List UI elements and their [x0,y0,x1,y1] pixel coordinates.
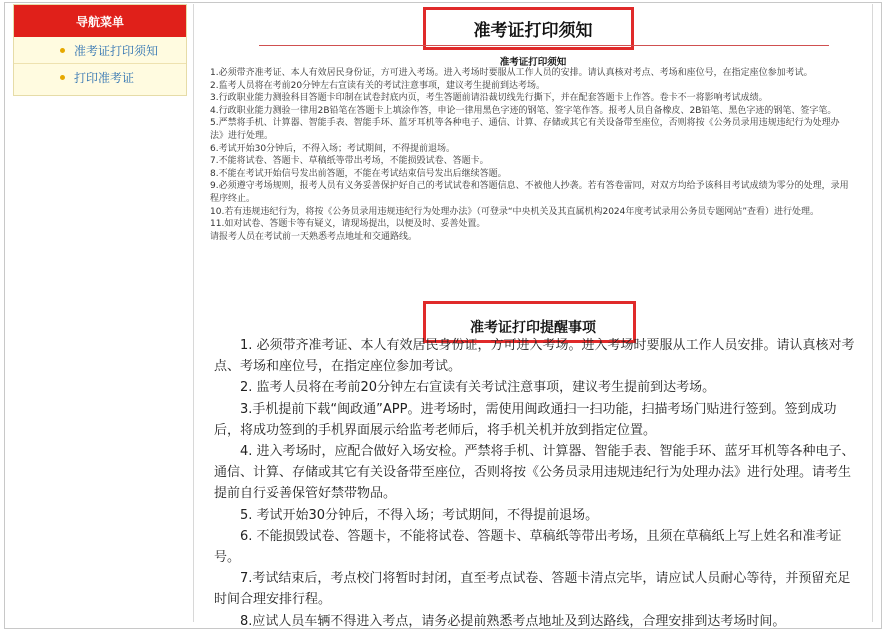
reminder-item: 1. 必须带齐准考证、本人有效居民身份证，方可进入考场。进入考场时要服从工作人员安排。请认真核对考点、考场和座位号，在指定座位参加考试。 [214,338,855,375]
reminder-item: 3.手机提前下载“闽政通”APP。进考场时，需使用闽政通扫一扫功能，扫描考场门贴进行签到。签到成功后，将成功签到的手机界面展示给监考老师后，将手机关机并放到指定位置。 [214,401,837,438]
notice-item: 3.行政职业能力测验科目答题卡印制在试卷封底内页，考生答题前请沿裁切线先行撕下，并在配套答题卡上作答。卷卡不一将影响考试成绩。 [210,93,768,104]
notice-item: 7.不能将试卷、答题卡、草稿纸等带出考场，不能损毁试卷、答题卡。 [210,156,489,167]
notice-list [210,67,852,243]
reminder-item: 8.应试人员车辆不得进入考点，请务必提前熟悉考点地址及到达路线，合理安排到达考场时间。 [240,613,786,629]
notice-item: 8.不能在考试开始信号发出前答题，不能在考试结束信号发出后继续答题。 [210,168,507,179]
bullet-icon [60,75,65,80]
notice-item: 6.考试开始30分钟后，不得入场；考试期间，不得提前退场。 [210,143,456,154]
reminder-item: 5. 考试开始30分钟后，不得入场；考试期间，不得提前退场。 [240,507,599,523]
reminder-item: 6. 不能损毁试卷、答题卡，不能将试卷、答题卡、草稿纸等带出考场，且须在草稿纸上写上姓名和准考证号。 [214,528,842,566]
reminder-item: 7.考试结束后，考点校门将暂时封闭，直至考点试卷、答题卡清点完毕，请应试人员耐心等待，并预留充足时间合理安排行程。 [214,571,851,608]
sidebar-item-label: 打印准考证 [74,71,135,85]
main-content [193,4,873,629]
notice-item: 9.必须遵守考场规则，报考人员有义务妥善保护好自己的考试试卷和答题信息、不被他人抄袭。若有答卷雷同，对双方均给予该科目考试成绩为零分的处理，录用程序终止。 [210,181,849,204]
notice-item: 4.行政职业能力测验一律用2B铅笔在答题卡上填涂作答，申论一律用黑色字迹的钢笔、签字笔作答。报考人员自备橡皮、2B铅笔、黑色字迹的钢笔、签字笔。 [210,105,837,116]
notice-item: 11.如对试卷、答题卡等有疑义，请现场提出，以便及时、妥善处置。 [210,219,486,230]
notice-item: 2.监考人员将在考前20分钟左右宣读有关的考试注意事项，建议考生提前到达考场。 [210,80,546,91]
reminder-item: 2. 监考人员将在考前20分钟左右宣读有关考试注意事项，建议考生提前到达考场。 [240,380,716,396]
notice-item: 1.必须带齐准考证、本人有效居民身份证，方可进入考场。进入考场时要服从工作人员的安排。请认真核对考点、考场和座位号，在指定座位参加考试。 [210,68,813,78]
bullet-icon [60,48,65,53]
title-divider [259,45,829,46]
notice-item: 请报考人员在考试前一天熟悉考点地址和交通路线。 [210,231,418,242]
sidebar-item-print-notice[interactable] [14,37,186,64]
reminder-title: 准考证打印提醒事项 [470,320,596,336]
sidebar-item-label: 准考证打印须知 [74,43,159,58]
notice-item: 5.严禁将手机、计算器、智能手表、智能手环、蓝牙耳机等各种电子、通信、计算、存储或其它有关设备带至座位，否则将按《公务员录用违规违纪行为处理办法》进行处理。 [210,118,840,141]
sidebar-nav [13,4,187,96]
sidebar-header: 导航菜单 [14,5,186,37]
sidebar-item-print-ticket[interactable] [14,64,186,91]
reminder-list [214,335,856,632]
page-title: 准考证打印须知 [473,21,593,41]
notice-subtitle: 准考证打印须知 [499,57,567,68]
reminder-item: 4. 进入考场时，应配合做好入场安检。严禁将手机、计算器、智能手表、智能手环、蓝牙耳机等各种电子、通信、计算、存储或其它有关设备带至座位，否则将按《公务员录用违规违纪行为处理办法》进行处理。请考生提前自行妥善保管好禁带物品。 [214,444,855,502]
notice-item: 10.若有违规违纪行为，将按《公务员录用违规违纪行为处理办法》（可登录“中央机关及其直属机构2024年度考试录用公务员专题网站”查看）进行处理。 [210,206,820,217]
title-highlight-box [423,7,634,50]
